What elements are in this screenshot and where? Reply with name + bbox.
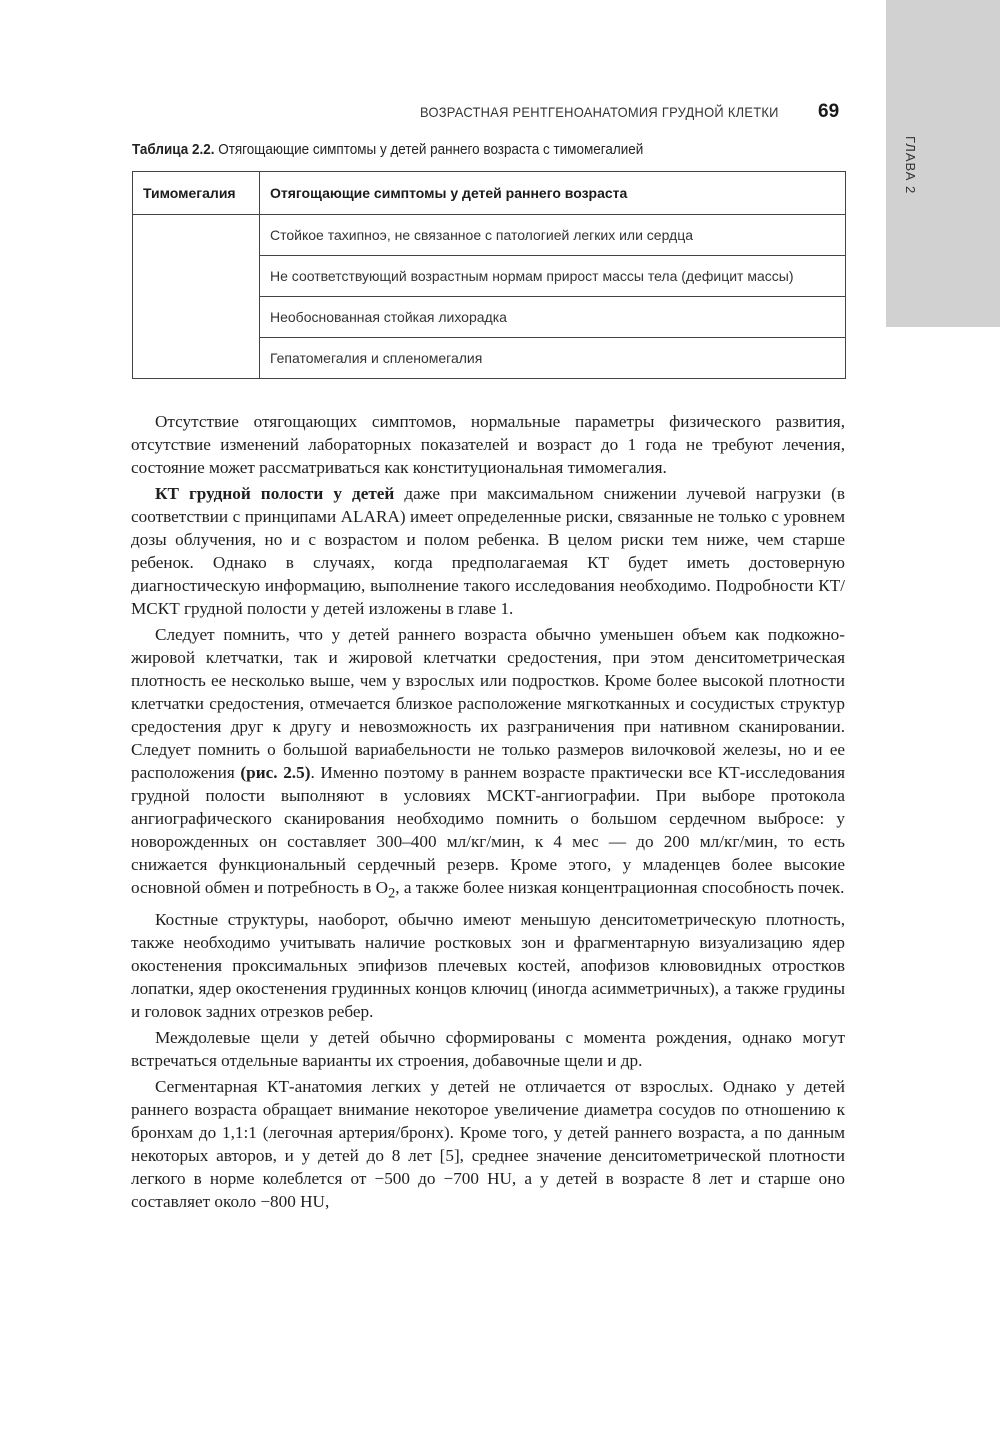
paragraph-2-bold: КТ грудной полости у детей — [155, 484, 395, 503]
paragraph-2-text: даже при максимальном снижении лучевой нагрузки (в соответствии с принципами ALARA) имеет определенные риски, связанные не только с уровнем дозы облучения, но и с возрастом и полом ребенка. В целом риски тем ниже, чем старше ребенок. Однако в случаях, когда предполагаемая КТ будет иметь достоверную диагностическую информацию, выполнение такого исследования необходимо. Подробности КТ/МСКТ грудной полости у детей изложены в главе 1. — [131, 484, 845, 618]
paragraph-4: Костные структуры, наоборот, обычно имеют меньшую денситометрическую плотность, также необходимо учитывать наличие ростковых зон и фрагментарную визуализацию ядер окостенения проксимальных эпифизов плечевых костей, апофизов клювовидных отростков лопатки, ядер окостенения грудинных концов ключиц (иногда асимметричных), а также грудины и головок задних отрезков ребер. — [131, 910, 845, 1022]
paragraph-3-text-b: . Именно поэтому в раннем возрасте практически все КТ-исследования грудной полости выполняют в условиях МСКТ-ангиографии. При выборе протокола ангиографического сканирования необходимо помнить о большом сердечном выбросе: у новорожденных он составляет 300–400 мл/кг/мин, к 4 мес — до 200 мл/кг/мин, то есть снижается функциональный сердечный резерв. Кроме этого, у младенцев более высокие основной обмен и потребность в O — [131, 763, 845, 897]
symptoms-table — [132, 171, 846, 379]
table-header-thymomegaly: Тимомегалия — [133, 172, 260, 215]
table-cell-symptom: Стойкое тахипноэ, не связанное с патологией легких или сердца — [260, 215, 846, 256]
page-number: 69 — [818, 101, 840, 122]
paragraph-1: Отсутствие отягощающих симптомов, нормальные параметры физического развития, отсутствие изменений лабораторных показателей и возраст до 1 года не требуют лечения, состояние может рассматриваться как конституциональная тимомегалия. — [131, 412, 845, 477]
table-header-symptoms: Отягощающие симптомы у детей раннего возраста — [260, 172, 846, 215]
table-cell-symptom: Гепатомегалия и спленомегалия — [260, 338, 846, 379]
figure-reference[interactable]: (рис. 2.5) — [240, 763, 311, 782]
paragraph-2 — [131, 482, 845, 620]
oxygen-subscript: 2 — [388, 885, 396, 902]
table-row — [133, 215, 846, 256]
table-caption-label: Таблица 2.2. — [132, 142, 215, 158]
body-text — [131, 410, 845, 1213]
paragraph-3-text-c: , а также более низкая концентрационная способность почек. — [395, 878, 845, 897]
paragraph-3-text-a: Следует помнить, что у детей раннего возраста обычно уменьшен объем как подкожно-жировой клетчатки, так и жировой клетчатки средостения, при этом денситометрическая плотность ее несколько выше, чем у взрослых или подростков. Кроме более высокой плотности клетчатки средостения, отмечается близкое расположение мягкотканных и сосудистых структур средостения друг к другу и невозможность их разграничения при нативном сканировании. Следует помнить о большой вариабельности не только размеров вилочковой железы, но и ее расположения — [131, 625, 845, 782]
chapter-side-tab-label: ГЛАВА 2 — [903, 136, 918, 195]
table-cell-empty — [133, 215, 260, 379]
table-caption-text: Отягощающие симптомы у детей раннего возраста с тимомегалией — [218, 142, 644, 158]
table-caption — [132, 142, 802, 158]
table-header-row — [133, 172, 846, 215]
running-head: ВОЗРАСТНАЯ РЕНТГЕНОАНАТОМИЯ ГРУДНОЙ КЛЕТКИ — [420, 104, 779, 120]
table-cell-symptom: Необоснованная стойкая лихорадка — [260, 297, 846, 338]
paragraph-3 — [131, 623, 845, 905]
table-cell-symptom: Не соответствующий возрастным нормам прирост массы тела (дефицит массы) — [260, 256, 846, 297]
paragraph-6: Сегментарная КТ-анатомия легких у детей не отличается от взрослых. Однако у детей раннего возраста обращает внимание некоторое увеличение диаметра сосудов по отношению к бронхам до 1,1:1 (легочная артерия/бронх). Кроме того, у детей раннего возраста, а по данным некоторых авторов, и у детей до 8 лет [5], среднее значение денситометрической плотности легкого в норме колеблется от −500 до −700 HU, а у детей в возрасте 8 лет и старше оно составляет около −800 HU, — [131, 1077, 845, 1212]
paragraph-5: Междолевые щели у детей обычно сформированы с момента рождения, однако могут встречаться отдельные варианты их строения, добавочные щели и др. — [131, 1028, 845, 1071]
